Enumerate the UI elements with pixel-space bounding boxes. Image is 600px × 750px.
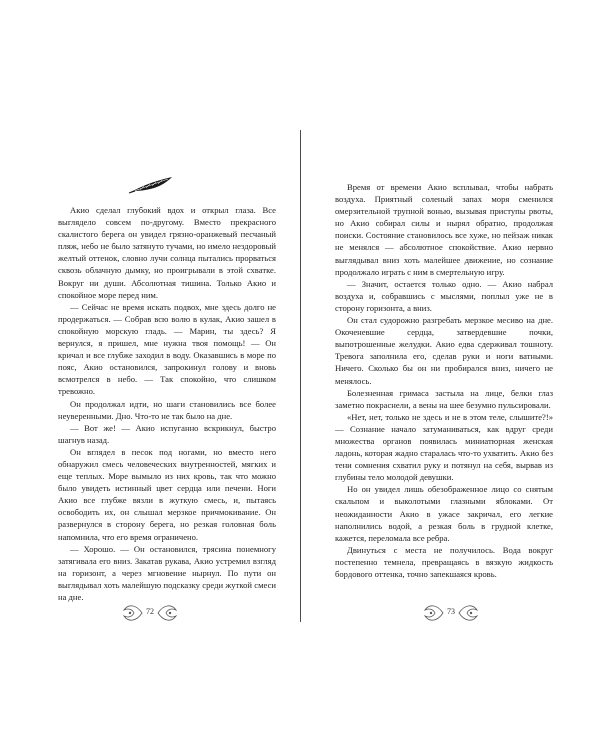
paragraph: Двинуться с места не получилось. Вода вокруг постепенно темнела, превращаясь в вязкую жидкость бордового оттенка, точно запекшаяся кровь. — [335, 544, 553, 579]
paragraph: Акио сделал глубокий вдох и открыл глаза. Все выглядело совсем по-другому. Вместо прекрасного скалистого берега он увидел грязно-оранжевый песчаный пляж, небо не было затянуто тучами, но имело нездоровый желтый оттенок, словно лучи солнца пытались прорваться сквозь облачную дымку, но проигрывали в этой схватке. Вокруг ни души. Абсолютная тишина. Только Акио и спокойное море перед ним. — [58, 205, 276, 300]
paragraph: «Нет, нет, только не здесь и не в этом теле, слышите?!» — Сознание начало затуманиваться, как вдруг среди множества органов появилась миниатюрная женская ладонь, которая жадно старалась что-то ухватить. Акио без тени сомнения схватил руку и потянул на себя, вырвав из глубины тело молодой девушки. — [335, 411, 553, 483]
paragraph: Но он увидел лишь обезображенное лицо со снятым скальпом и выколотыми глазными яблоками. От неожиданности Акио в ужасе закричал, его легкие наполнились водой, а резкая боль в грудной клетке, кажется, переломала все ребра. — [335, 484, 553, 543]
feather-ornament-icon — [128, 175, 174, 195]
paragraph: Он продолжал идти, но шаги становились все более неуверенными. Дно. Что-то не так было на дне. — [58, 398, 276, 421]
paragraph: Он стал судорожно разгребать мерзкое месиво на дне. Окоченевшие сердца, затвердевшие почки, выпотрошенные желудки. Акио едва сдерживал тошноту. Тревога заполнила его, сделав руки и ноги ватными. Ничего. Сколько бы он ни пробирался вниз, ничего не менялось. — [335, 315, 553, 386]
paragraph: Болезненная гримаса застыла на лице, белки глаз заметно покраснели, а вены на шее безумно пульсировали. — [335, 387, 553, 410]
right-page-text — [335, 181, 553, 580]
page-number: 73 — [447, 607, 455, 616]
page-number-frame — [120, 600, 180, 626]
paragraph: Он вглядел в песок под ногами, но вместо него обнаружил смесь человеческих внутренностей, мягких и еще теплых. Море вымыло из них кровь, так что можно было увидеть истинный цвет сердца или печени. Ноги Акио все глубже вязли в жуткую смесь, и, пытаясь освободить их, он слышал мерзкое причмокивание. Он развернулся в сторону берега, но резкая головная боль напомнила, что его время ограничено. — [58, 446, 276, 542]
paragraph: — Сейчас не время искать подвох, мне здесь долго не продержаться. — Собрав всю волю в кулак, Акио зашел в спокойную морскую гладь. — Марин, ты здесь? Я вернулся, я пришел, мне нужна твоя помощь! — Он кричал и все глубже заходил в воду. Оказавшись в море по пояс, Акио остановился, запрокинул голову и вновь всмотрелся в небо. — Так спокойно, что слишком тревожно. — [58, 301, 276, 397]
paragraph: — Вот же! — Акио испуганно вскрикнул, быстро шагнув назад. — [58, 422, 276, 445]
page-number: 72 — [146, 607, 154, 616]
paragraph: Время от времени Акио всплывал, чтобы набрать воздуха. Приятный соленый запах моря сменился омерзительной трупной вонью, вызывая приступы рвоты, но Акио собирал силы и нырял обратно, продолжая поиски. Состояние становилось все хуже, но пейзаж никак не менялся — абсолютное спокойствие. Акио нервно выглядывал вниз хоть малейшее движение, но сознание продолжало играть с ним в смертельную игру. — [335, 182, 553, 277]
paragraph: — Хорошо. — Он остановился, трясина понемногу затягивала его вниз. Закатав рукава, Акио устремил взгляд на горизонт, а через мгновение нырнул. По пути он выглядывал хоть малейшую подсказку среди жуткой смеси на дне. — [58, 543, 276, 602]
right-page — [301, 0, 600, 750]
paragraph: — Значит, остается только одно. — Акио набрал воздуха и, собравшись с мыслями, поплыл уже не в сторону горизонта, а вниз. — [335, 278, 553, 313]
left-page-text — [58, 204, 276, 603]
page-number-frame — [421, 600, 481, 626]
